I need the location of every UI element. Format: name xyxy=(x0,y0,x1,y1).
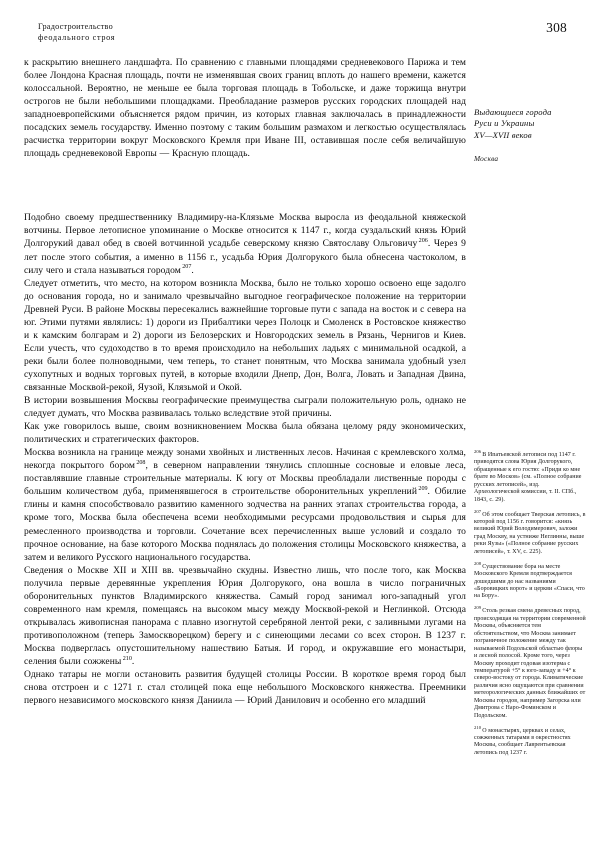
footnote-208 xyxy=(474,560,586,601)
paragraph-12-13-centuries xyxy=(24,564,466,668)
paragraph-text-tail: , в северном направлении тянулись сплошные сосновые и еловые леса, поставлявшие главные строительные материалы. К югу от Москвы преобладали лиственные породы с большим количеством дуба, применявшегося в строительстве оборонительных укреплений xyxy=(24,460,466,498)
page-header xyxy=(38,22,567,52)
footnotes-column xyxy=(474,449,586,757)
paragraph-text: Москва возникла на границе между зонами хвойных и лиственных лесов. Начиная с кремлевского холма, некогда покрытого бором xyxy=(24,447,466,472)
paragraph-text-tail: . Через 9 лет после этого события, а именно в 1156 г., усадьба Юрия Долгорукого была обнесена частоколом, в силу чего и стала называться городом xyxy=(24,238,466,276)
sidebar-heading-line3: XV—XVII веков xyxy=(474,129,532,140)
running-head-line1: Градостроительство xyxy=(38,22,113,31)
footnote-number: 210 xyxy=(474,724,482,730)
footnote-number: 208 xyxy=(474,560,482,566)
running-head-line2: феодального строя xyxy=(38,32,116,42)
sidebar-subheading: Москва xyxy=(474,153,499,163)
sidebar-heading xyxy=(474,107,584,141)
running-head-title xyxy=(38,22,278,43)
paragraph-forests xyxy=(24,446,466,563)
sidebar-heading-line2: Руси и Украины xyxy=(474,118,535,129)
footnote-ref-210[interactable]: 210 xyxy=(122,655,132,662)
page-number: 308 xyxy=(546,20,567,35)
paragraph-text-tail: . xyxy=(131,655,135,667)
paragraph-text: Как уже говорилось выше, своим возникновением Москва была обязана целому ряду экономических, политических и стратегических факторов. xyxy=(24,421,466,446)
paragraph-text-tail2: . Обилие глины и камня способствовало развитию каменного зодчества на ранних этапах строительства города, а кроме того, Москва была обеспечена всеми необходимыми ресурсами продовольствия и сырья для ремесленного производства и торговли. Сочетание всех перечисленных выше условий и создало то прочное основание, на базе которого Москва поднялась до положения столицы Московского княжества, а затем и великого Русского национального государства. xyxy=(24,486,467,563)
paragraph-text: В истории возвышения Москвы географические преимущества сыграли положительную роль, однако не следует думать, что Москва развивалась только вследствие этой причины. xyxy=(24,395,466,420)
footnote-209 xyxy=(474,605,586,720)
footnote-number: 209 xyxy=(474,605,482,611)
paragraph-text: к раскрытию внешнего ландшафта. По сравнению с главными площадями средневекового Парижа и тем более Лондона Красная площадь, почти не изменявшая своих границ вплоть до нашего времени, кажется колоссальной. Вероятно, не меньше ее была торговая площадь в Тобольске, и даже торжища внутри острогов не были небольшими площадками. Преобладание размеров русских городских площадей над западноевропейскими объясняется рядом причин, из которых главная заключалась в принадлежности посадских земель государству. Именно поэтому с таким большим размахом и легкостью осуществлялась расчистка территории вокруг Московского Кремля при Иване III, оставившая после себя величайшую площадь средневековой Европы — Красную площадь. xyxy=(24,57,466,160)
footnote-text: Существование бора на месте Московского Кремля подтверждается дошедшими до нас названиями «Боровицких ворот» и церкви «Спаси, что на Бору». xyxy=(474,563,585,600)
paragraph-text: Сведения о Москве XII и XIII вв. чрезвычайно скудны. Известно лишь, что после того, как Москва получила первые деревянные укрепления Юрия Долгорукого, она вошла в число пограничных оборонительных пунктов Владимирского княжества. Самый город занимал юго-западный угол современного нам кремля, помещаясь на высоком мысу между Москвой-рекой и Неглинкой. Отсюда открывалась живописная панорама с плавно изогнутой серебряной лентой реки, с заливными лугами на противоположном (теперь Замоскворецком) берегу и с синеющими лесами со всех сторон. В 1237 г. Москва подверглась опустошительному нашествию Батыя. И город, и окружавшие его монастыри, селения были сожжены xyxy=(24,564,466,667)
footnote-207 xyxy=(474,508,586,557)
footnote-text: Об этом сообщает Тверская летопись, в которой под 1156 г. говорится: «князь великий Юрий Володимерович, заложи град Москву, на устниже Неглинны, выше реки Яузы» («Полное собрание русских летописей», т. XV, с. 225). xyxy=(474,511,586,555)
sidebar-column xyxy=(474,56,584,163)
paragraph-moscow-origin xyxy=(24,211,466,276)
paragraph-factors xyxy=(24,420,466,446)
sidebar-heading-line1: Выдающиеся города xyxy=(474,107,552,117)
footnote-ref-206[interactable]: 206 xyxy=(418,238,428,245)
paragraph-text: Следует отметить, что место, на котором возникла Москва, было не только хорошо освоено еще задолго до основания города, но и занимало чрезвычайно выгодное географическое положение на территории Древней Руси. В районе Москвы пересекались важнейшие торговые пути с запада на восток и с севера на юг. Этими путями являлись: 1) дороги из Прибалтики через Полоцк и Смоленск в Ростовское княжество и к камским болгарам и 2) дороги из Белозерских и Новгородских земель в Рязань, Чернигов и Киев. Если учесть, что судоходство в то время происходило на небольших ладьях с минимальной осадкой, а реки были более полноводными, чем теперь, то станет понятным, что Москва занимала удобный узел сухопутных и водных торговых путей, в которые входили Днепр, Дон, Волга, Ловать и Западная Двина, связанные Москвой-рекой, Яузой, Клязьмой и Окой. xyxy=(24,277,466,393)
footnote-210 xyxy=(474,724,586,758)
footnote-ref-208[interactable]: 208 xyxy=(136,460,146,467)
paragraph-rise xyxy=(24,394,466,420)
paragraph-text: Однако татары не могли остановить развития будущей столицы России. В короткое время город был снова отстроен и с 1271 г. стал столицей пока еще небольшого Московского княжества. Преемники первого независимого московского князя Даниила — Юрий Данилович и особенно его младший xyxy=(24,669,466,707)
footnote-text: О монастырях, церквах и селах, сожженных татарами в окрестностях Москвы, сообщает Лаврентьевская летопись под 1237 г. xyxy=(474,727,571,756)
paragraph-text: Подобно своему предшественнику Владимиру-на-Клязьме Москва выросла из феодальной княжеской вотчины. Первое летописное упоминание о Москве относится к 1147 г., когда суздальский князь Юрий Долгорукий давал обед в своей вотчинной усадьбе северскому князю Святославу Ольговичу xyxy=(24,212,466,250)
footnote-ref-209[interactable]: 209 xyxy=(418,486,428,493)
paragraph-geography xyxy=(24,277,466,394)
footnote-206 xyxy=(474,449,586,504)
footnote-number: 207 xyxy=(474,508,482,514)
footnote-text: В Ипатьевской летописи под 1147 г. приводятся слова Юрия Долгорукого, обращенные к его гостю: «Приди ко мне брате во Москов» (см. «Полное собрание русских летописей», изд. Археологической комиссии, т. II. СПб., 1843, с. 29). xyxy=(474,452,582,503)
main-text-column xyxy=(24,56,466,707)
footnote-ref-207[interactable]: 207 xyxy=(182,264,192,271)
footnote-text: Столь резкая смена древесных пород, происходящая на территории современной Москвы, объясняется тем обстоятельством, что Москва занимает пограничное положение между так называемой Подольской областью флоры и лесной полосой. Кроме того, через Москву проходит годовая изотерма с температурой +5° к юго-западу и +4° к северо-востоку от города. Климатические различия ясно ощущаются при сравнении метеорологических данных ближайших от Москвы городов, например Загорска или Дмитрова с Наро-Фоминском и Подольском. xyxy=(474,608,586,719)
footnote-number: 206 xyxy=(474,449,482,454)
paragraph-after-tatars xyxy=(24,668,466,707)
paragraph-text-tail2: . xyxy=(191,264,194,276)
paragraph-intro xyxy=(24,56,466,160)
